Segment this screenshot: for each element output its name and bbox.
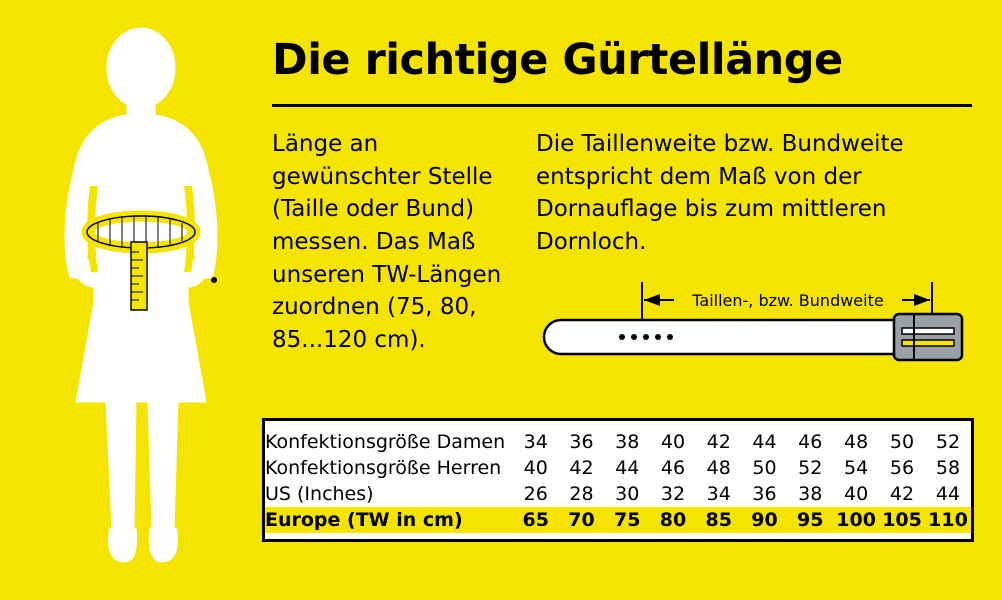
row-label: Konfektionsgröße Damen: [265, 431, 506, 453]
size-table-body: [265, 429, 971, 533]
cell: 46: [798, 431, 823, 453]
cell: 40: [660, 431, 686, 453]
cell: 70: [568, 509, 595, 531]
cell: 50: [752, 457, 777, 479]
table-row: [265, 481, 971, 507]
row-label: US (Inches): [265, 483, 374, 505]
cell: 38: [798, 483, 823, 505]
cell: 48: [706, 457, 731, 479]
cell: 38: [615, 431, 640, 453]
cell: 52: [798, 457, 823, 479]
cell: 44: [752, 431, 777, 453]
cell: 46: [660, 457, 686, 479]
left-description-paragraph: Länge an gewünschter Stelle (Taille oder Bund) messen. Das Maß unseren TW-Längen zuordnen (75, 80, 85...120 cm).: [272, 131, 502, 353]
cell: 105: [882, 509, 922, 531]
title-divider: [272, 104, 972, 107]
cell: 40: [844, 483, 869, 505]
cell: 26: [523, 483, 548, 505]
cell: 42: [706, 431, 731, 453]
cell: 28: [569, 483, 594, 505]
cell: 110: [928, 509, 968, 531]
cell: 85: [705, 509, 732, 531]
cell: 42: [569, 457, 594, 479]
cell: 58: [935, 457, 961, 479]
right-description-paragraph: Die Taillenweite bzw. Bundweite entspricht dem Maß von der Dornauflage bis zum mittleren Dornloch.: [536, 131, 904, 255]
cell: 34: [523, 431, 548, 453]
row-label: Konfektionsgröße Herren: [265, 457, 502, 479]
size-conversion-table: [262, 418, 974, 542]
cell: 40: [523, 457, 548, 479]
cell: 32: [660, 483, 686, 505]
cell: 65: [522, 509, 549, 531]
cell: 36: [752, 483, 777, 505]
cell: 95: [797, 509, 824, 531]
cell: 34: [706, 483, 731, 505]
page-title: Die richtige Gürtellänge: [272, 35, 843, 85]
cell: 36: [569, 431, 594, 453]
table-row-highlighted: [265, 507, 971, 533]
cell: 30: [615, 483, 640, 505]
table-row: [265, 429, 971, 455]
cell: 80: [659, 509, 687, 531]
cell: 50: [889, 431, 915, 453]
cell: 100: [836, 509, 876, 531]
cell: 90: [751, 509, 778, 531]
cell: 48: [844, 431, 869, 453]
cell: 52: [935, 431, 961, 453]
cell: 42: [889, 483, 915, 505]
body-silhouette-illustration: [28, 10, 258, 590]
cell: 75: [614, 509, 641, 531]
cell: 54: [844, 457, 869, 479]
size-table: [265, 429, 971, 533]
cell: 56: [889, 457, 915, 479]
table-row: [265, 455, 971, 481]
row-label: Europe (TW in cm): [265, 509, 463, 531]
belt-measurement-diagram: [536, 278, 972, 378]
cell: 44: [615, 457, 640, 479]
cell: 44: [935, 483, 961, 505]
belt-measure-label: Taillen-, bzw. Bundweite: [692, 291, 884, 310]
